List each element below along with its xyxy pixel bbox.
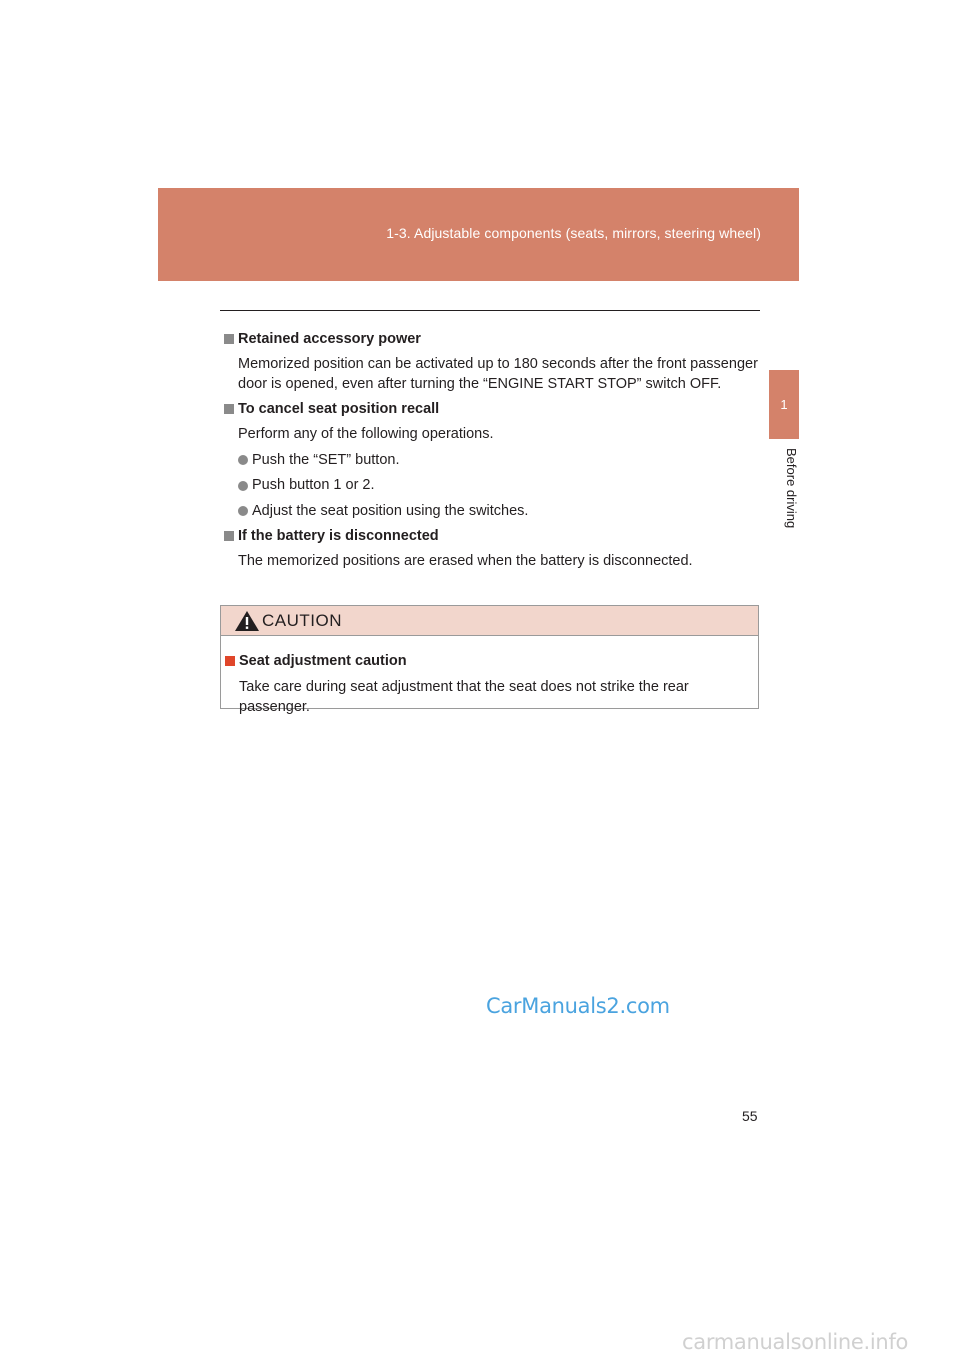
section-heading-text: To cancel seat position recall	[238, 401, 440, 417]
square-bullet-icon	[224, 334, 234, 344]
section-heading	[224, 398, 764, 420]
section-heading-text: If the battery is disconnected	[238, 528, 439, 544]
watermark: CarManuals2.com	[486, 994, 670, 1018]
section-heading-text: Retained accessory power	[238, 331, 421, 347]
square-bullet-icon	[224, 404, 234, 414]
section-heading	[224, 525, 764, 547]
caution-header	[221, 606, 758, 636]
list-item	[238, 502, 764, 522]
main-content	[224, 326, 764, 576]
section-rule	[220, 310, 760, 311]
list-item	[238, 451, 764, 471]
section-paragraph: Memorized position can be activated up to 180 seconds after the front passenger door is opened, even after turning the “ENGINE START STOP” switch OFF.	[238, 356, 758, 392]
warning-triangle-icon	[234, 610, 260, 632]
caution-text: Take care during seat adjustment that the seat does not strike the rear passenger.	[239, 679, 689, 715]
chapter-tab	[769, 370, 799, 439]
circle-bullet-icon	[238, 481, 248, 491]
section-paragraph: Perform any of the following operations.	[238, 426, 494, 442]
square-bullet-icon	[225, 656, 235, 666]
square-bullet-icon	[224, 531, 234, 541]
section-heading	[224, 328, 764, 350]
caution-box	[220, 605, 759, 715]
list-item-text: Push the “SET” button.	[252, 451, 400, 468]
caution-heading	[225, 650, 758, 672]
caution-body	[221, 636, 758, 717]
chapter-number: 1	[780, 397, 788, 412]
chapter-header	[158, 188, 799, 281]
section-paragraph: The memorized positions are erased when the battery is disconnected.	[238, 553, 693, 569]
list-item	[238, 476, 764, 496]
list-item-text: Adjust the seat position using the switches.	[252, 502, 529, 519]
circle-bullet-icon	[238, 455, 248, 465]
header-title: 1-3. Adjustable components (seats, mirrors, steering wheel)	[386, 225, 761, 241]
watermark-footer: carmanualsonline.info	[682, 1330, 909, 1354]
page-number: 55	[742, 1108, 758, 1124]
chapter-label: Before driving	[784, 448, 799, 529]
list-item-text: Push button 1 or 2.	[252, 477, 375, 493]
caution-heading-text: Seat adjustment caution	[239, 653, 407, 669]
caution-title: CAUTION	[262, 610, 342, 630]
circle-bullet-icon	[238, 506, 248, 516]
